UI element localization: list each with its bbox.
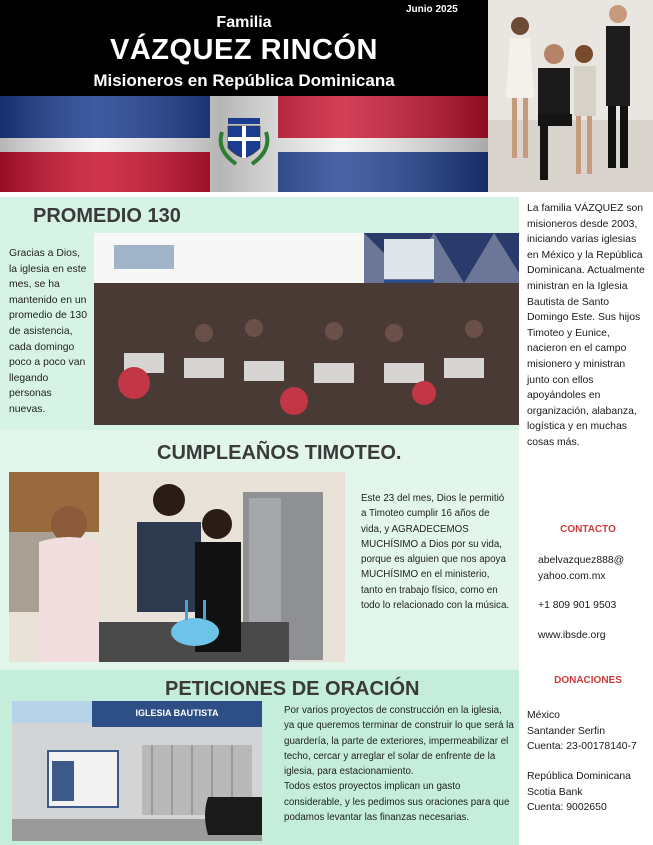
cumple-title: CUMPLEAÑOS TIMOTEO.: [157, 442, 402, 464]
family-name-title: VÁZQUEZ RINCÓN: [110, 34, 378, 66]
cumple-text: Este 23 del mes, Dios le permitió a Timoteo cumplir 16 años de vida, y AGRADECEMOS MUCHÍSIMO a Dios por su vida, porque es alguien que nos apoya MUCHÍSIMO en el ministerio, tanto en trabajo físico, como en todo lo relacionado con la música.: [361, 493, 510, 612]
header-subtitle: Misioneros en República Dominicana: [93, 71, 395, 90]
contact-email-line2: yahoo.com.mx: [538, 570, 606, 582]
header-familia-label: Familia: [216, 14, 272, 31]
birthday-photo: [9, 472, 345, 662]
contact-email[interactable]: [538, 553, 653, 584]
contact-heading: CONTACTO: [560, 524, 616, 535]
donation-rd-country: República Dominicana: [527, 771, 631, 782]
church-building-photo: [12, 701, 262, 841]
promedio-text: Gracias a Dios, la iglesia en este mes, se ha mantenido en un promedio de 130 de asistencia, cada domingo poco a poco van llegando personas nuevas.: [9, 248, 87, 415]
dominican-flag-image: [0, 96, 488, 192]
building-sign-text: IGLESIA BAUTISTA: [135, 708, 219, 718]
donation-rd-bank: Scotia Bank: [527, 786, 583, 798]
donation-mexico: [527, 708, 649, 755]
peticiones-text: [284, 703, 514, 825]
promedio-title: PROMEDIO 130: [33, 205, 181, 227]
donation-mexico-bank: Santander Serfin: [527, 725, 605, 737]
donation-mexico-country: México: [527, 710, 560, 721]
sidebar-intro: La familia VÁZQUEZ son misioneros desde 2003, iniciando varias iglesias en México y la República Dominicana. Actualmente ministran en la Iglesia Bautista de Santo Domingo Este. Sus hijos Timoteo y Eunice, nacieron en el campo misionero y ministran junto con ellos apoyándoles en organización, alabanza, logística y en muchas cosas más.: [527, 203, 645, 448]
donation-mexico-account: Cuenta: 23-00178140-7: [527, 741, 637, 753]
peticiones-text-1: Por varios proyectos de construcción en la iglesia, ya que queremos terminar de construir lo que será la guardería, la parte de exteriores, impermeabilizar el techo, cercar y arreglar el solar de enfrente de la iglesia, para estacionamiento.: [284, 705, 514, 778]
church-attendance-photo: [94, 233, 519, 425]
header-banner: [0, 0, 488, 192]
donation-rd: [527, 769, 649, 816]
issue-date: Junio 2025: [406, 4, 458, 15]
contact-website[interactable]: www.ibsde.org: [538, 630, 606, 641]
contact-phone[interactable]: +1 809 901 9503: [538, 600, 617, 611]
donations-heading: DONACIONES: [554, 675, 622, 686]
peticiones-text-2: Todos estos proyectos implican un gasto considerable, y les pedimos sus oraciones para que podamos levantar las finanzas necesarias.: [284, 781, 510, 824]
peticiones-title: PETICIONES DE ORACIÓN: [165, 678, 420, 700]
contact-email-line1: abelvazquez888@: [538, 555, 625, 566]
family-photo: [488, 0, 653, 192]
donation-rd-account: Cuenta: 9002650: [527, 802, 607, 814]
